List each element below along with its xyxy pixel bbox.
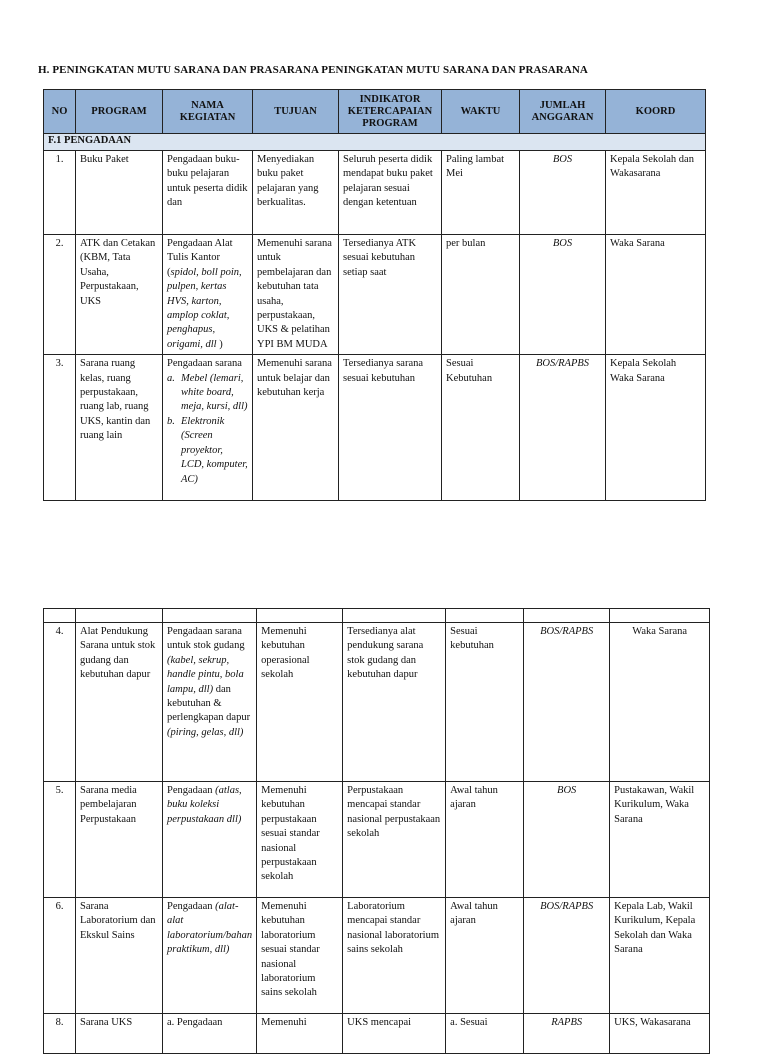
table-row [44, 235, 706, 355]
col-header-kegiatan: NAMA KEGIATAN [163, 90, 253, 134]
cell-indikator: Tersedianya sarana sesuai kebutuhan [339, 355, 442, 501]
cell-koord: Kepala Sekolah dan Wakasarana [606, 151, 706, 235]
kegiatan-items: (atlas, buku koleksi perpustakaan dll) [167, 785, 242, 825]
section-label: F.1 PENGADAAN [44, 134, 706, 151]
cell-anggaran: BOS [520, 151, 606, 235]
cell-kegiatan [163, 898, 257, 1014]
cell-program: Sarana Laboratorium dan Ekskul Sains [76, 898, 163, 1014]
kegiatan-text: Pengadaan [167, 901, 213, 912]
section-heading: H. PENINGKATAN MUTU SARANA DAN PRASARANA PENINGKATAN MUTU SARANA DAN PRASARANA [38, 64, 588, 76]
cell-tujuan: Memenuhi kebutuhan operasional sekolah [257, 623, 343, 782]
cell-program: Sarana UKS [76, 1014, 163, 1054]
kegiatan-text: Pengadaan sarana [167, 358, 242, 370]
cell-anggaran: BOS [520, 235, 606, 355]
list-item [167, 415, 248, 487]
table-row [44, 355, 706, 501]
kegiatan-items-2: (piring, gelas, dll) [167, 726, 244, 738]
cell-tujuan: Memenuhi kebutuhan perpustakaan sesuai standar nasional perpustakaan sekolah [257, 782, 343, 898]
table-header-row [44, 90, 706, 134]
cell-indikator: Tersedianya ATK sesuai kebutuhan setiap saat [339, 235, 442, 355]
cell-tujuan: Memenuhi sarana untuk belajar dan kebutuhan kerja [253, 355, 339, 501]
list-marker: b. [167, 415, 175, 427]
kegiatan-items: spidol, boll poin, pulpen, kertas HVS, karton, amplop coklat, penghapus, origami, dll [167, 266, 242, 350]
procurement-table-1 [43, 89, 706, 501]
cell-tujuan: Memenuhi kebutuhan laboratorium sesuai standar nasional laboratorium sains sekolah [257, 898, 343, 1014]
kegiatan-text-2: dan kebutuhan & perlengkapan dapur [167, 683, 251, 724]
col-header-tujuan: TUJUAN [253, 90, 339, 134]
cell-indikator: Tersedianya alat pendukung sarana stok gudang dan kebutuhan dapur [343, 623, 446, 782]
cell-waktu: a. Sesuai [446, 1014, 524, 1054]
cell-tujuan: Memenuhi [257, 1014, 343, 1054]
cell-indikator: Seluruh peserta didik mendapat buku paket pelajaran sesuai dengan ketentuan [339, 151, 442, 235]
list-item-text: Elektronik (Screen proyektor, LCD, komputer, AC) [181, 415, 248, 485]
cell-waktu: Awal tahun ajaran [446, 898, 524, 1014]
cell-waktu: per bulan [442, 235, 520, 355]
table-row [44, 151, 706, 235]
empty-row [44, 609, 710, 623]
col-header-program: PROGRAM [76, 90, 163, 134]
col-header-indikator: INDIKATOR KETERCAPAIAN PROGRAM [339, 90, 442, 134]
cell-kegiatan [163, 355, 253, 501]
cell-no: 6. [44, 898, 76, 1014]
kegiatan-items: (alat-alat laboratorium/bahan praktikum, dll) [167, 901, 253, 956]
cell-indikator: Perpustakaan mencapai standar nasional perpustakaan sekolah [343, 782, 446, 898]
kegiatan-list [167, 372, 248, 487]
cell-kegiatan: a. Pengadaan [163, 1014, 257, 1054]
kegiatan-items: (kabel, sekrup, handle pintu, bola lampu, dll) [167, 654, 244, 695]
cell-kegiatan: Pengadaan buku-buku pelajaran untuk peserta didik dan [163, 151, 253, 235]
kegiatan-text: Pengadaan [167, 785, 213, 796]
kegiatan-text: Pengadaan sarana untuk stok gudang [167, 626, 245, 652]
cell-no: 4. [44, 623, 76, 782]
cell-no: 5. [44, 782, 76, 898]
col-header-koord: KOORD [606, 90, 706, 134]
table-row [44, 898, 710, 1014]
table-row [44, 623, 710, 782]
cell-anggaran: BOS/RAPBS [524, 898, 610, 1014]
cell-waktu: Paling lambat Mei [442, 151, 520, 235]
list-item [167, 372, 248, 415]
cell-kegiatan [163, 235, 253, 355]
cell-tujuan: Menyediakan buku paket pelajaran yang berkualitas. [253, 151, 339, 235]
kegiatan-text: Pengadaan Alat Tulis Kantor ( [167, 238, 233, 278]
list-marker: a. [167, 372, 175, 384]
section-row [44, 134, 706, 151]
cell-kegiatan [163, 623, 257, 782]
col-header-waktu: WAKTU [442, 90, 520, 134]
cell-koord: Pustakawan, Wakil Kurikulum, Waka Sarana [610, 782, 710, 898]
cell-program: Alat Pendukung Sarana untuk stok gudang dan kebutuhan dapur [76, 623, 163, 782]
kegiatan-close: ) [219, 338, 223, 350]
cell-indikator: UKS mencapai [343, 1014, 446, 1054]
cell-program: Sarana ruang kelas, ruang perpustakaan, ruang lab, ruang UKS, kantin dan ruang lain [76, 355, 163, 501]
cell-kegiatan [163, 782, 257, 898]
table-row [44, 782, 710, 898]
cell-waktu: Sesuai kebutuhan [446, 623, 524, 782]
cell-no: 8. [44, 1014, 76, 1054]
cell-koord: Kepala Sekolah Waka Sarana [606, 355, 706, 501]
cell-koord: UKS, Wakasarana [610, 1014, 710, 1054]
cell-no: 3. [44, 355, 76, 501]
list-item-text: Mebel (lemari, white board, meja, kursi, dll) [181, 372, 248, 413]
cell-no: 2. [44, 235, 76, 355]
cell-waktu: Sesuai Kebutuhan [442, 355, 520, 501]
cell-program: ATK dan Cetakan (KBM, Tata Usaha, Perpustakaan, UKS [76, 235, 163, 355]
cell-anggaran: BOS/RAPBS [524, 623, 610, 782]
cell-koord: Waka Sarana [610, 623, 710, 782]
cell-anggaran: BOS/RAPBS [520, 355, 606, 501]
cell-anggaran: RAPBS [524, 1014, 610, 1054]
cell-koord: Waka Sarana [606, 235, 706, 355]
cell-no: 1. [44, 151, 76, 235]
col-header-anggaran: JUMLAH ANGGARAN [520, 90, 606, 134]
cell-indikator: Laboratorium mencapai standar nasional laboratorium sains sekolah [343, 898, 446, 1014]
table-row [44, 1014, 710, 1054]
col-header-no: NO [44, 90, 76, 134]
cell-program: Sarana media pembelajaran Perpustakaan [76, 782, 163, 898]
procurement-table-2 [43, 608, 710, 1054]
cell-anggaran: BOS [524, 782, 610, 898]
cell-waktu: Awal tahun ajaran [446, 782, 524, 898]
cell-koord: Kepala Lab, Wakil Kurikulum, Kepala Sekolah dan Waka Sarana [610, 898, 710, 1014]
cell-tujuan: Memenuhi sarana untuk pembelajaran dan kebutuhan tata usaha, perpustakaan, UKS & pelatihan YPI BM MUDA [253, 235, 339, 355]
cell-program: Buku Paket [76, 151, 163, 235]
